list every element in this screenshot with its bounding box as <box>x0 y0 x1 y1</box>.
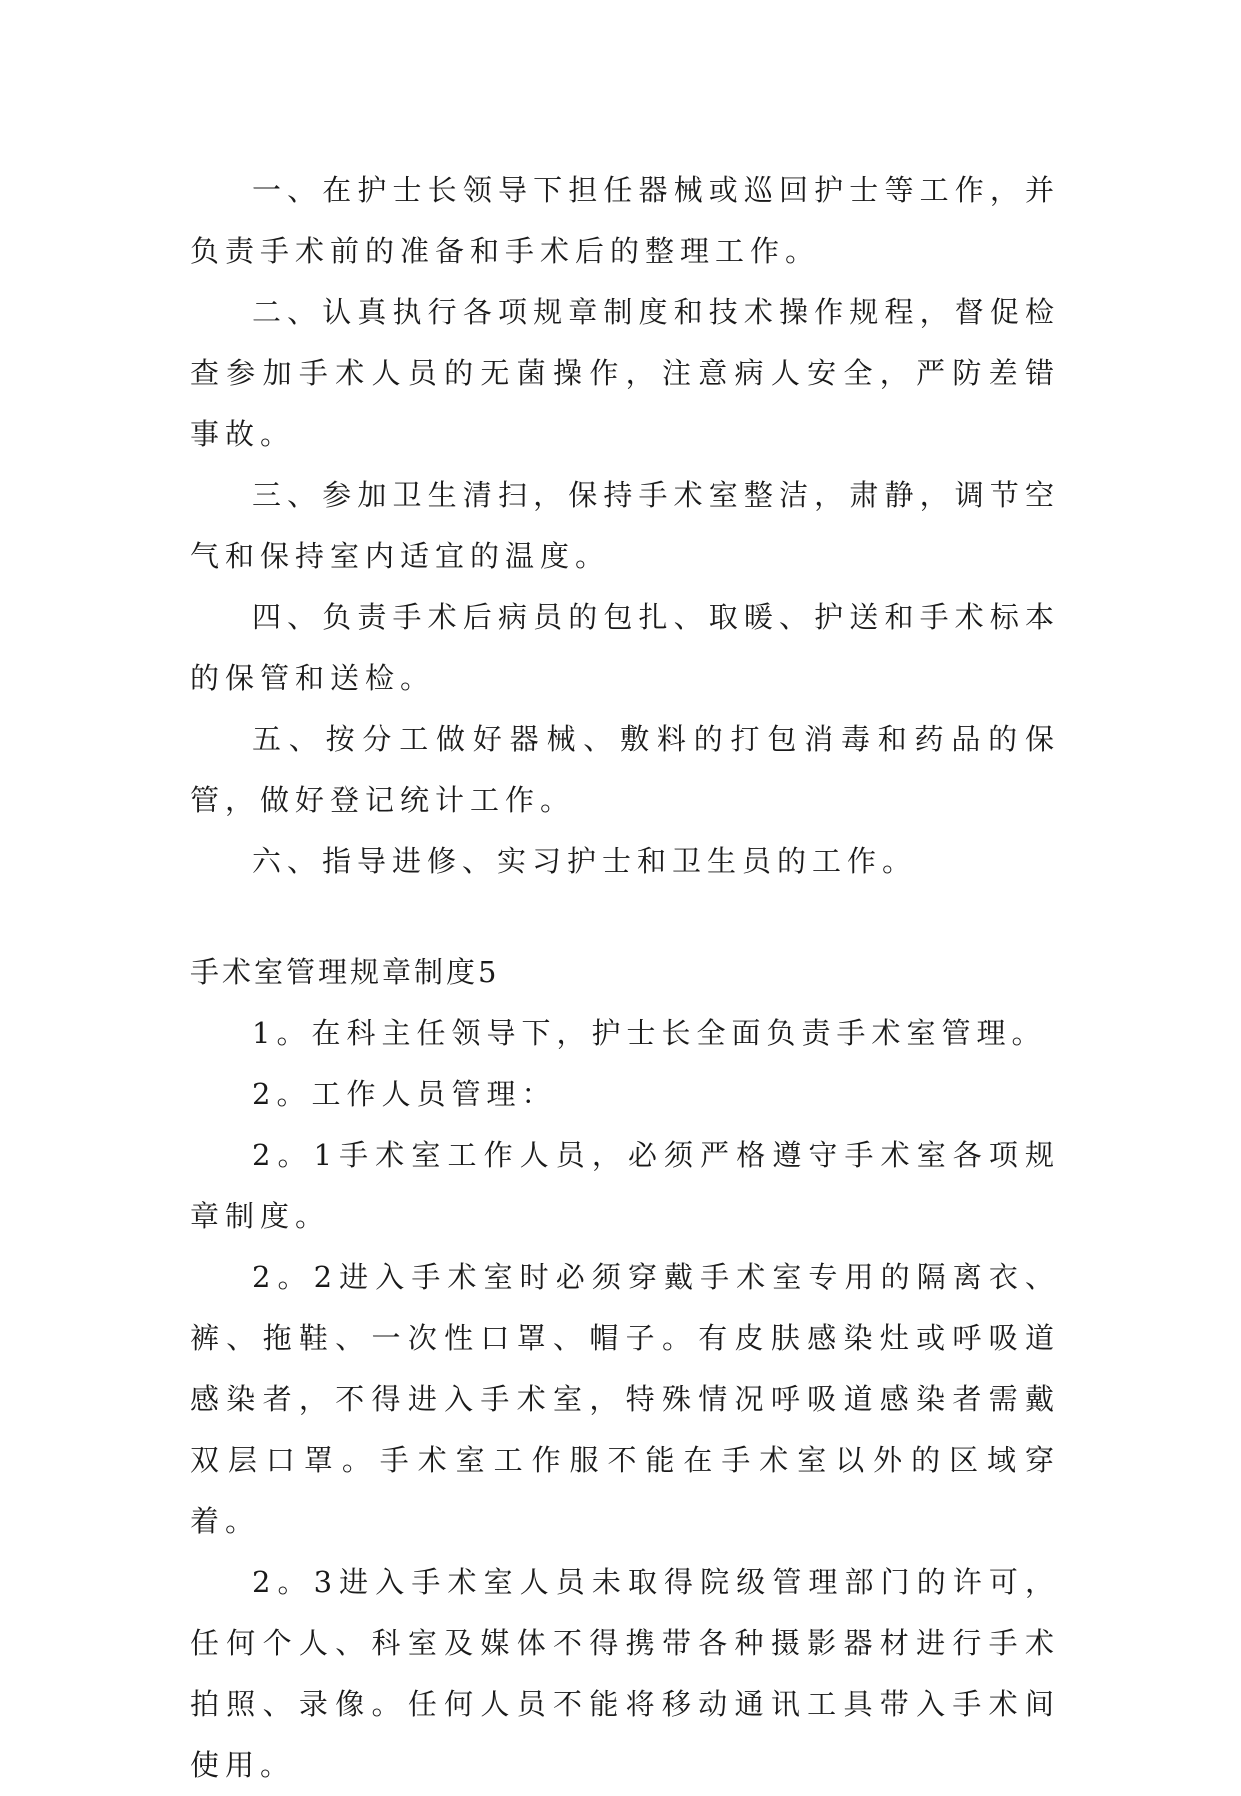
duty-paragraph-1: 一、在护士长领导下担任器械或巡回护士等工作，并负责手术前的准备和手术后的整理工作。 <box>190 173 1060 268</box>
duty-paragraph-6: 六、指导进修、实习护士和卫生员的工作。 <box>252 844 918 878</box>
duty-paragraph-3: 三、参加卫生清扫，保持手术室整洁，肃静，调节空气和保持室内适宜的温度。 <box>190 478 1060 573</box>
section-title: 手术室管理规章制度5 <box>190 955 500 989</box>
rule-paragraph-2-3: 2。3进入手术室人员未取得院级管理部门的许可，任何个人、科室及媒体不得携带各种摄影器材进行手术拍照、录像。任何人员不能将移动通讯工具带入手术间使用。 <box>190 1565 1060 1782</box>
duty-paragraph-4: 四、负责手术后病员的包扎、取暖、护送和手术标本的保管和送检。 <box>190 600 1060 695</box>
duty-paragraph-5: 五、按分工做好器械、敷料的打包消毒和药品的保管，做好登记统计工作。 <box>190 722 1060 817</box>
duty-paragraph-2: 二、认真执行各项规章制度和技术操作规程，督促检查参加手术人员的无菌操作，注意病人安全，严防差错事故。 <box>190 295 1060 451</box>
document-body <box>190 160 1060 1796</box>
rule-paragraph-2-2: 2。2进入手术室时必须穿戴手术室专用的隔离衣、裤、拖鞋、一次性口罩、帽子。有皮肤感染灶或呼吸道感染者，不得进入手术室，特殊情况呼吸道感染者需戴双层口罩。手术室工作服不能在手术室以外的区域穿着。 <box>190 1260 1060 1538</box>
rule-paragraph-1: 1。在科主任领导下，护士长全面负责手术室管理。 <box>252 1016 1047 1050</box>
rule-paragraph-2: 2。工作人员管理： <box>252 1077 557 1111</box>
rule-paragraph-2-1: 2。1手术室工作人员，必须严格遵守手术室各项规章制度。 <box>190 1138 1060 1233</box>
